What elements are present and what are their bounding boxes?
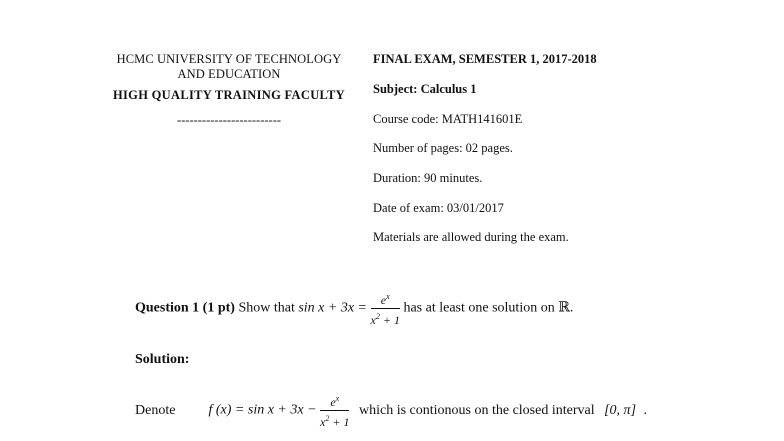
- closed-interval: [0, π]: [604, 402, 637, 418]
- question-1-text-before: Show that: [238, 300, 295, 316]
- university-name-line1: HCMC UNIVERSITY OF TECHNOLOGY: [116, 52, 342, 66]
- solution-fraction-bar: [320, 410, 349, 411]
- question-1-lhs: sin x + 3x =: [298, 300, 368, 316]
- question-1-end: .: [569, 300, 574, 316]
- question-1-label: Question 1 (1 pt): [135, 300, 235, 316]
- fraction-denominator-exponent: 2: [375, 312, 380, 321]
- solution-fraction: [320, 392, 349, 429]
- question-1: [135, 290, 573, 327]
- university-name-line2: AND EDUCATION: [177, 67, 281, 81]
- materials-note: Materials are allowed during the exam.: [373, 230, 569, 244]
- solution-end: .: [643, 402, 648, 418]
- solution-fraction-numerator: e: [330, 395, 336, 409]
- solution-fraction-denominator-exponent: 2: [325, 414, 330, 423]
- solution-denote-line: [135, 392, 647, 429]
- fraction-denominator-rest: + 1: [379, 313, 400, 327]
- number-of-pages: Number of pages: 02 pages.: [373, 141, 513, 155]
- question-1-text-after: has at least one solution on: [403, 300, 555, 316]
- course-code: Course code: MATH141601E: [373, 112, 523, 126]
- denote-word: Denote: [135, 402, 176, 418]
- fraction-numerator: e: [380, 293, 387, 307]
- fraction-numerator-exponent: x: [386, 292, 390, 301]
- fraction-bar: [371, 308, 400, 309]
- subject-line: Subject: Calculus 1: [373, 82, 477, 96]
- solution-fraction-numerator-exponent: x: [335, 394, 340, 403]
- separator-line: -------------------------: [176, 113, 282, 127]
- faculty-name: HIGH QUALITY TRAINING FACULTY: [112, 88, 345, 102]
- header-left: [100, 52, 358, 128]
- question-1-fraction: [371, 290, 400, 327]
- duration: Duration: 90 minutes.: [373, 171, 483, 185]
- fraction-denominator: x: [370, 313, 376, 327]
- continuity-statement: which is contionous on the closed interval: [358, 402, 595, 418]
- solution-fraction-denominator: x: [320, 415, 326, 429]
- solution-fraction-denominator-rest: + 1: [329, 415, 350, 429]
- function-definition: f (x) = sin x + 3x −: [208, 402, 317, 418]
- exam-title: FINAL EXAM, SEMESTER 1, 2017-2018: [373, 52, 597, 66]
- real-numbers-symbol: ℝ: [558, 300, 570, 316]
- solution-label: Solution:: [135, 352, 190, 367]
- exam-date: Date of exam: 03/01/2017: [373, 201, 504, 215]
